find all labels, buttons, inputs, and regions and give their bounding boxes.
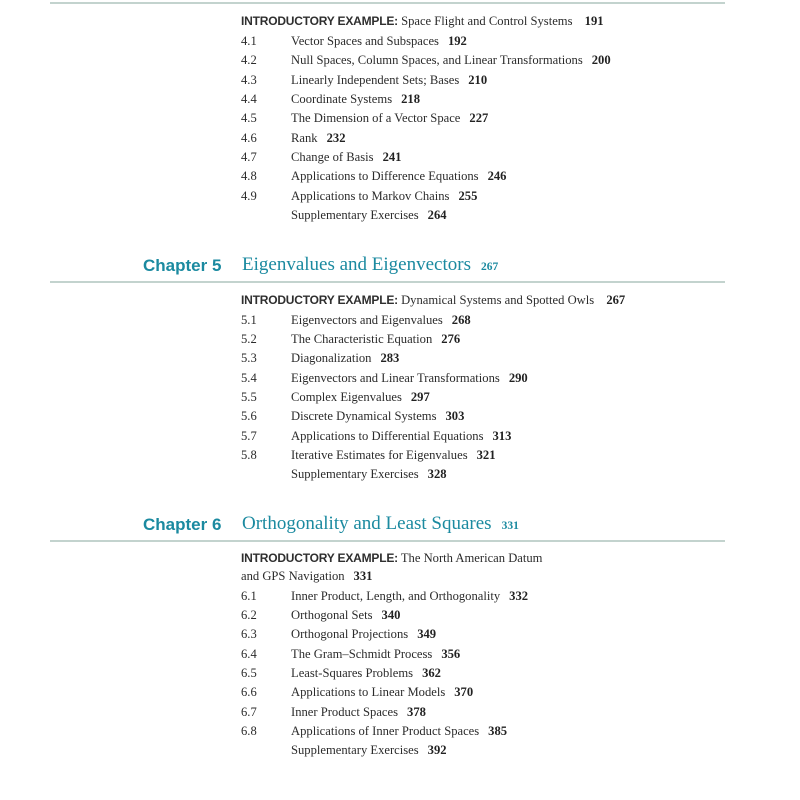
section-entry [291,428,511,444]
section-page: 297 [410,390,430,404]
section-entry [291,110,488,126]
section-title: Iterative Estimates for Eigenvalues [291,448,468,462]
section-page: 340 [381,608,401,622]
section-title: Eigenvectors and Linear Transformations [291,371,500,385]
section-page: 356 [441,647,461,661]
section-title: Applications of Inner Product Spaces [291,724,480,738]
section-page: 218 [401,92,420,106]
section-entry [291,149,401,165]
section-number: 5.1 [241,313,257,327]
section-page: 210 [468,73,488,87]
chapter6-page: 331 [501,520,519,532]
section-page: 290 [508,371,528,385]
intro-title: Space Flight and Control Systems [401,14,573,28]
section-number: 6.4 [241,647,257,661]
chapter6-label: Chapter 6 [143,515,222,534]
section-title: Inner Product Spaces [291,705,399,719]
section-entry [291,684,473,700]
section-title: Applications to Markov Chains [291,189,450,203]
supplementary-title: Supplementary Exercises [291,208,419,222]
section-title: Complex Eigenvalues [291,390,402,404]
section-entry [291,588,528,604]
section-number: 4.6 [241,131,257,145]
section-page: 349 [417,627,437,641]
section-number: 6.3 [241,627,257,641]
chapter6-intro-line2 [241,568,372,584]
supplementary-page: 328 [427,467,447,481]
section-title: The Dimension of a Vector Space [291,111,461,125]
section-entry [291,350,399,366]
section-number: 4.7 [241,150,257,164]
section-number: 4.1 [241,34,257,48]
chapter6-supplementary [291,742,447,758]
section-entry [291,370,528,386]
section-number: 4.2 [241,53,257,67]
section-entry [291,607,400,623]
section-number: 5.7 [241,429,257,443]
section-number: 5.3 [241,351,257,365]
section-entry [291,389,430,405]
section-page: 241 [382,150,402,164]
section-title: Rank [291,131,318,145]
section-page: 192 [447,34,467,48]
section-title: Diagonalization [291,351,372,365]
section-entry [291,723,507,739]
chapter6-intro-line1 [241,550,542,566]
section-page: 362 [422,666,441,680]
intro-label: INTRODUCTORY EXAMPLE: [241,14,398,28]
section-page: 332 [509,589,529,603]
section-number: 4.4 [241,92,257,106]
section-page: 227 [469,111,489,125]
intro-title: Dynamical Systems and Spotted Owls [401,293,595,307]
chapter6-rule [50,540,725,542]
section-title: Least-Squares Problems [291,666,414,680]
section-page: 246 [487,169,507,183]
section-title: Orthogonal Sets [291,608,373,622]
section-entry [291,646,460,662]
section-title: Eigenvectors and Eigenvalues [291,313,443,327]
section-page: 276 [441,332,461,346]
section-entry [291,52,611,68]
section-entry [291,188,477,204]
chapter5-heading [242,254,498,276]
section-number: 4.8 [241,169,257,183]
section-title: Change of Basis [291,150,374,164]
section-title: The Characteristic Equation [291,332,433,346]
section-entry [291,447,496,463]
section-title: Vector Spaces and Subspaces [291,34,439,48]
section-title: The Gram–Schmidt Process [291,647,433,661]
intro-label: INTRODUCTORY EXAMPLE: [241,293,398,307]
section-number: 5.5 [241,390,257,404]
section-entry [291,704,426,720]
intro-title-line2: and GPS Navigation [241,569,345,583]
chapter4-intro [241,13,604,29]
section-title: Applications to Difference Equations [291,169,479,183]
section-title: Applications to Differential Equations [291,429,484,443]
chapter4-rule [50,2,725,4]
intro-page: 191 [584,14,604,28]
chapter5-page: 267 [480,261,499,273]
chapter5-supplementary [291,466,447,482]
chapter5-title: Eigenvalues and Eigenvectors [242,254,471,275]
intro-page: 267 [606,293,626,307]
section-title: Linearly Independent Sets; Bases [291,73,460,87]
section-page: 268 [451,313,471,327]
section-title: Inner Product, Length, and Orthogonality [291,589,501,603]
supplementary-title: Supplementary Exercises [291,743,419,757]
chapter6-heading [242,513,519,535]
supplementary-title: Supplementary Exercises [291,467,419,481]
section-number: 6.5 [241,666,257,680]
section-number: 4.5 [241,111,257,125]
section-entry [291,72,487,88]
intro-page: 331 [353,569,373,583]
section-number: 5.2 [241,332,257,346]
section-number: 4.3 [241,73,257,87]
section-number: 6.7 [241,705,257,719]
section-number: 6.1 [241,589,257,603]
section-title: Applications to Linear Models [291,685,446,699]
section-number: 5.4 [241,371,257,385]
section-page: 385 [488,724,508,738]
section-number: 4.9 [241,189,257,203]
section-number: 5.6 [241,409,257,423]
section-title: Null Spaces, Column Spaces, and Linear Transformations [291,53,583,67]
section-entry [291,33,467,49]
chapter5-label: Chapter 5 [143,256,222,275]
section-title: Discrete Dynamical Systems [291,409,437,423]
section-number: 5.8 [241,448,257,462]
section-page: 232 [326,131,346,145]
section-entry [291,626,436,642]
intro-title-line1: The North American Datum [400,551,543,565]
section-page: 313 [492,429,512,443]
chapter4-supplementary [291,207,447,223]
section-entry [291,665,441,681]
section-number: 6.2 [241,608,257,622]
supplementary-page: 264 [427,208,447,222]
section-entry [291,312,471,328]
section-number: 6.8 [241,724,257,738]
section-number: 6.6 [241,685,257,699]
section-entry [291,408,464,424]
section-page: 303 [445,409,465,423]
section-page: 255 [458,189,478,203]
supplementary-page: 392 [427,743,447,757]
section-page: 200 [591,53,611,67]
intro-label: INTRODUCTORY EXAMPLE: [241,551,398,565]
section-page: 283 [380,351,400,365]
section-entry [291,331,460,347]
section-page: 370 [454,685,474,699]
section-entry [291,130,345,146]
section-title: Orthogonal Projections [291,627,409,641]
chapter5-rule [50,281,725,283]
section-page: 321 [476,448,496,462]
section-entry [291,91,420,107]
chapter6-title: Orthogonality and Least Squares [242,513,492,534]
section-entry [291,168,506,184]
section-title: Coordinate Systems [291,92,393,106]
section-page: 378 [407,705,426,719]
chapter5-intro [241,292,625,308]
